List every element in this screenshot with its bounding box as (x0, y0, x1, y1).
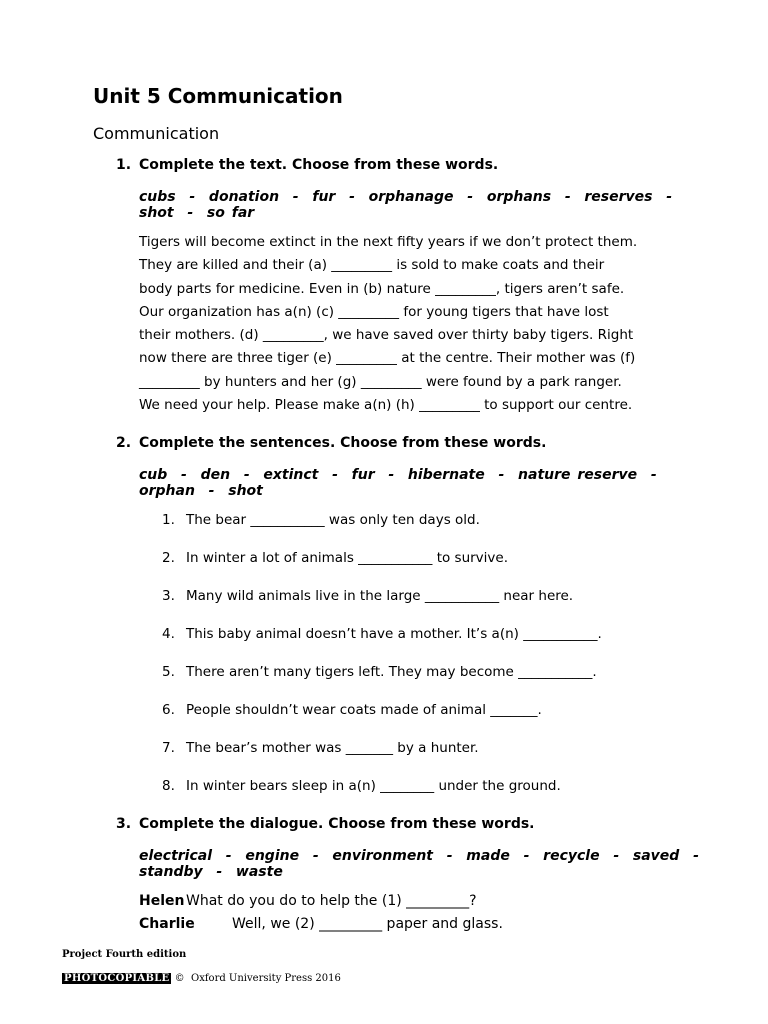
sentence-item (162, 512, 480, 528)
footer-copyright-line (62, 973, 341, 984)
item-number: 6. (162, 702, 175, 718)
exercise-1-instruction: Complete the text. Choose from these words. (139, 157, 499, 173)
exercise-1-text (139, 231, 684, 417)
text-line: body parts for medicine. Even in (b) nature _________, tigers aren’t safe. (139, 280, 625, 297)
unit-title: Unit 5 Communication (93, 84, 343, 108)
dialogue-line: Well, we (2) _________ paper and glass. (232, 916, 503, 932)
text-line: now there are three tiger (e) _________ at the centre. Their mother was (f) (139, 350, 636, 367)
sentence-item (162, 702, 542, 718)
dialogue-line: What do you do to help the (1) _________? (186, 893, 477, 909)
sentence-item (162, 778, 561, 794)
item-number: 3. (162, 588, 175, 604)
item-text: There aren’t many tigers left. They may become ___________. (186, 664, 597, 680)
photocopiable-badge: PHOTOCOPIABLE (64, 973, 170, 984)
footer-edition: Project Fourth edition (62, 949, 187, 960)
item-number: 2. (162, 550, 175, 566)
text-line: their mothers. (d) _________, we have saved over thirty baby tigers. Right (139, 327, 634, 344)
word-bank-line: cubs - donation - fur - orphanage - orphans - reserves - (139, 189, 673, 205)
exercise-3-instruction: Complete the dialogue. Choose from these words. (139, 816, 535, 832)
item-number: 1. (162, 512, 175, 528)
item-number: 8. (162, 778, 175, 794)
dialogue-speaker: Charlie (139, 916, 195, 932)
word-bank-line: orphan - shot (139, 483, 263, 499)
text-line: We need your help. Please make a(n) (h) _________ to support our centre. (139, 397, 633, 414)
text-line: Our organization has a(n) (c) _________ for young tigers that have lost (139, 303, 609, 320)
word-bank-line: shot - so far (139, 205, 255, 221)
exercise-3-number: 3. (116, 816, 132, 832)
item-number: 5. (162, 664, 175, 680)
exercise-1-number: 1. (116, 157, 132, 173)
sentence-item (162, 550, 508, 566)
exercise-3-word-bank (139, 848, 699, 880)
word-bank-line: electrical - engine - environment - made - recycle - saved - (139, 848, 699, 864)
word-bank-line: cub - den - extinct - fur - hibernate - nature reserve - (139, 467, 657, 483)
item-text: The bear ___________ was only ten days old. (186, 512, 480, 528)
sentence-item (162, 626, 602, 642)
item-text: People shouldn’t wear coats made of animal _______. (186, 702, 542, 718)
copyright-text: © Oxford University Press 2016 (174, 973, 341, 984)
item-number: 7. (162, 740, 175, 756)
sentence-item (162, 664, 597, 680)
section-subtitle: Communication (93, 124, 220, 143)
item-text: This baby animal doesn’t have a mother. It’s a(n) ___________. (186, 626, 602, 642)
exercise-1-word-bank (139, 189, 673, 221)
text-line: Tigers will become extinct in the next fifty years if we don’t protect them. (139, 234, 638, 250)
item-number: 4. (162, 626, 175, 642)
item-text: Many wild animals live in the large ___________ near here. (186, 588, 574, 604)
sentence-item (162, 740, 479, 756)
exercise-2-number: 2. (116, 435, 132, 451)
text-line: _________ by hunters and her (g) _________ were found by a park ranger. (139, 373, 622, 390)
text-line: They are killed and their (a) _________ is sold to make coats and their (139, 257, 605, 274)
sentence-item (162, 588, 573, 604)
exercise-2-word-bank (139, 467, 657, 499)
item-text: In winter bears sleep in a(n) ________ under the ground. (186, 778, 561, 794)
word-bank-line: standby - waste (139, 864, 283, 880)
item-text: In winter a lot of animals ___________ to survive. (186, 550, 509, 566)
item-text: The bear’s mother was _______ by a hunter. (186, 740, 479, 756)
exercise-2-instruction: Complete the sentences. Choose from these words. (139, 435, 547, 451)
dialogue-speaker: Helen (139, 893, 185, 909)
